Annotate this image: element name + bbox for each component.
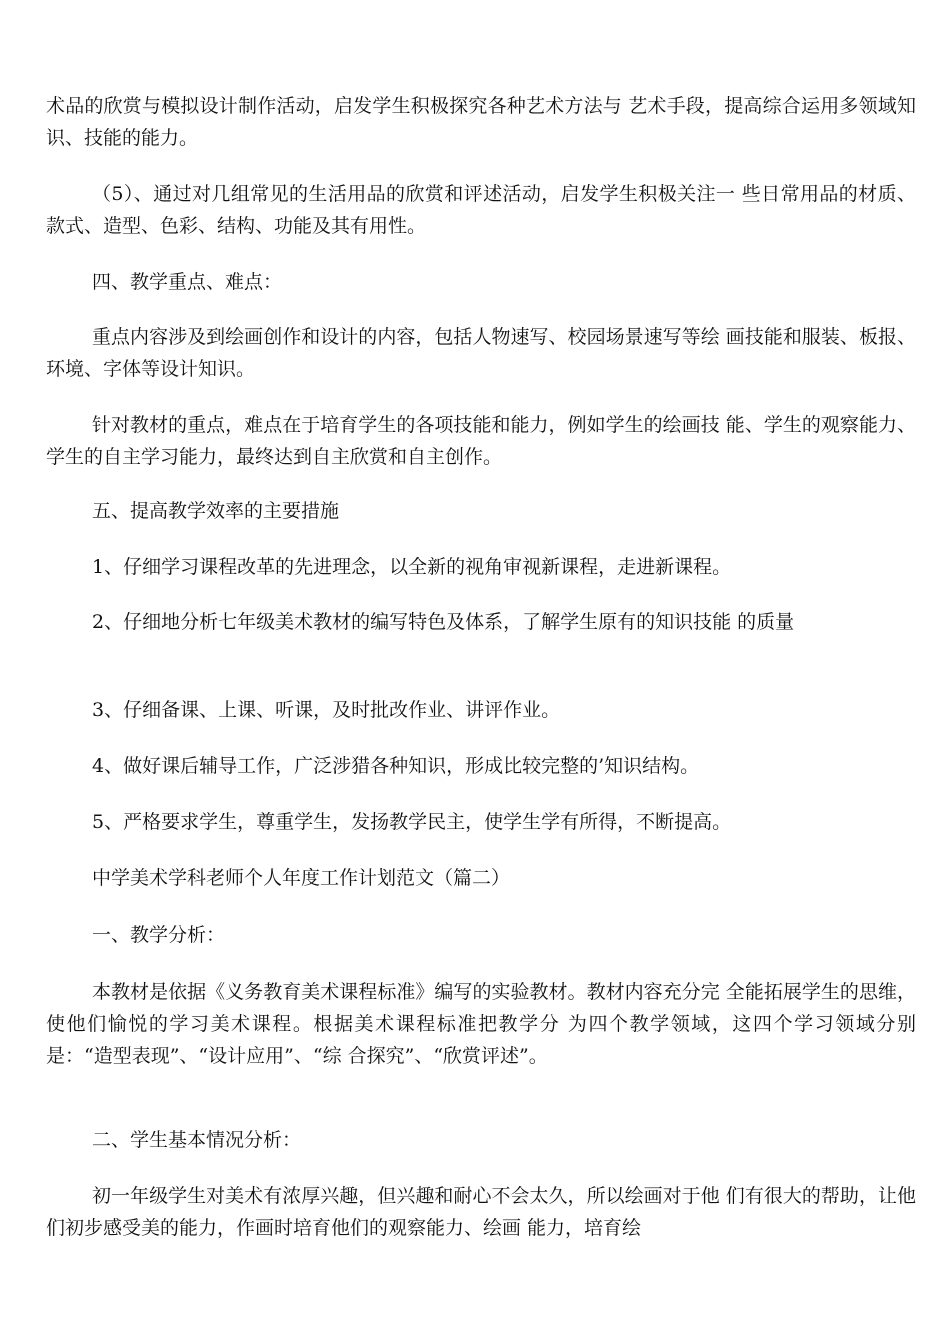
list-item-4: 4、做好课后辅导工作，广泛涉猎各种知识，形成比较完整的’知识结构。 <box>92 755 700 777</box>
list-item-2: 2、仔细地分析七年级美术教材的编写特色及体系，了解学生原有的知识技能 的质量 <box>92 611 795 633</box>
heading-teaching-analysis: 一、教学分析： <box>92 924 226 946</box>
section-title-part-two: 中学美术学科老师个人年度工作计划范文（篇二） <box>92 867 511 889</box>
list-item-1: 1、仔细学习课程改革的先进理念，以全新的视角审视新课程，走进新课程。 <box>92 556 732 578</box>
heading-key-points: 四、教学重点、难点： <box>92 271 283 293</box>
paragraph-2: （5）、通过对几组常见的生活用品的欣赏和评述活动，启发学生积极关注一 些日常用品的材质、款式、造型、色彩、结构、功能及其有用性。 <box>46 183 916 237</box>
paragraph-6: 初一年级学生对美术有浓厚兴趣，但兴趣和耐心不会太久，所以绘画对于他 们有很大的帮助，让他们初步感受美的能力，作画时培育他们的观察能力、绘画 能力，培育绘 <box>46 1185 916 1239</box>
paragraph-1: 术品的欣赏与模拟设计制作活动，启发学生积极探究各种艺术方法与 艺术手段，提高综合运用多领域知识、技能的能力。 <box>46 95 916 149</box>
list-item-3: 3、仔细备课、上课、听课，及时批改作业、讲评作业。 <box>92 699 561 721</box>
paragraph-5: 本教材是依据《义务教育美术课程标准》编写的实验教材。教材内容充分完 全能拓展学生的思维，使他们愉悦的学习美术课程。根据美术课程标准把教学分 为四个教学领域，这四个学习领域分别是：“造型表现”、“设计应用”、“综 合探究”、“欣赏评述”。 <box>46 981 916 1067</box>
heading-student-analysis: 二、学生基本情况分析： <box>92 1129 302 1151</box>
heading-measures: 五、提高教学效率的主要措施 <box>92 500 340 522</box>
list-item-5: 5、严格要求学生，尊重学生，发扬教学民主，使学生学有所得，不断提高。 <box>92 811 732 833</box>
paragraph-4: 针对教材的重点，难点在于培育学生的各项技能和能力，例如学生的绘画技 能、学生的观察能力、学生的自主学习能力，最终达到自主欣赏和自主创作。 <box>46 414 916 468</box>
paragraph-3: 重点内容涉及到绘画创作和设计的内容，包括人物速写、校园场景速写等绘 画技能和服装、板报、环境、字体等设计知识。 <box>46 326 916 380</box>
